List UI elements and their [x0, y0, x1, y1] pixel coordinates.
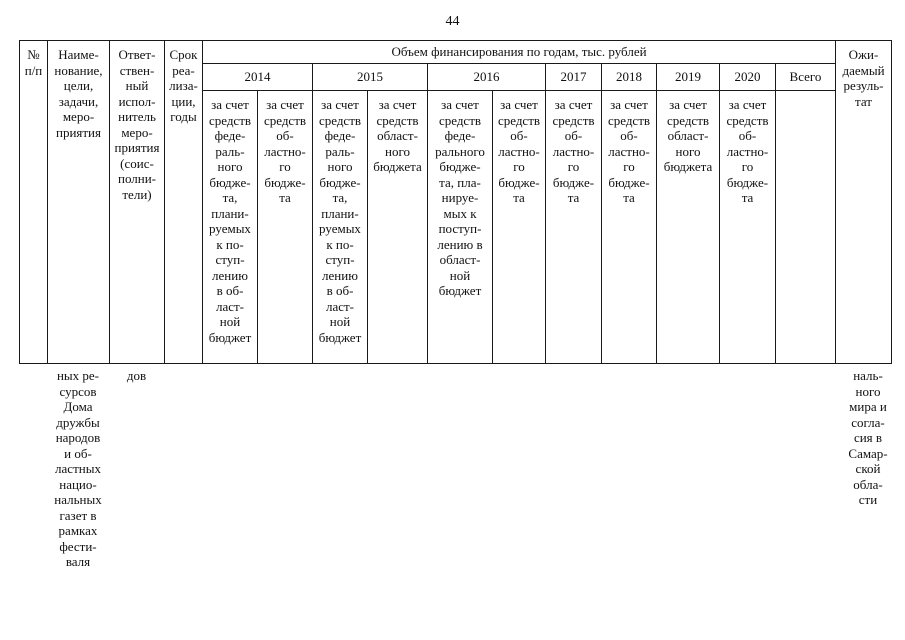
sub-2019-regional: за счет средств област- ного бюджета — [657, 91, 720, 364]
sub-2014-regional: за счет средств об- ластно- го бюдже- та — [258, 91, 313, 364]
continuation-responsible: дов — [126, 368, 147, 383]
header-name: Наиме- нование, цели, задачи, меро- приятия — [48, 41, 110, 364]
sub-2018-regional: за счет средств об- ластно- го бюдже- та — [602, 91, 657, 364]
header-responsible: Ответ- ствен- ный испол- нитель меро- приятия (соис- полни- тели) — [110, 41, 165, 364]
sub-2020-regional: за счет средств об- ластно- го бюдже- та — [720, 91, 776, 364]
funding-table-header — [19, 40, 892, 364]
header-num: № п/п — [20, 41, 48, 364]
year-2018: 2018 — [602, 64, 657, 91]
year-2019: 2019 — [657, 64, 720, 91]
continuation-result: наль- ного мира и согла- сия в Самар- ской обла- сти — [848, 368, 888, 507]
year-total: Всего — [776, 64, 836, 91]
header-term: Срок реа- лиза- ции, годы — [165, 41, 203, 364]
year-2016: 2016 — [428, 64, 546, 91]
year-2020: 2020 — [720, 64, 776, 91]
page-number: 44 — [445, 14, 460, 29]
year-2015: 2015 — [313, 64, 428, 91]
header-funding: Объем финансирования по годам, тыс. рублей — [203, 41, 836, 64]
sub-2015-federal: за счет средств феде- раль- ного бюдже- та, плани- руемых к по- ступ- лению в об- ласт- ной бюджет — [313, 91, 368, 364]
year-2017: 2017 — [546, 64, 602, 91]
sub-total — [776, 91, 836, 364]
continuation-name: ных ре- сурсов Дома дружбы народов и об- ластных нацио- нальных газет в рамках фести- валя — [54, 368, 102, 569]
year-2014: 2014 — [203, 64, 313, 91]
sub-2016-federal: за счет средств феде- рального бюдже- та, пла- нируе- мых к поступ- лению в област- ной бюджет — [428, 91, 493, 364]
sub-2014-federal: за счет средств феде- раль- ного бюдже- та, плани- руемых к по- ступ- лению в об- ласт- ной бюджет — [203, 91, 258, 364]
sub-2016-regional: за счет средств об- ластно- го бюдже- та — [493, 91, 546, 364]
sub-2015-regional: за счет средств област- ного бюджета — [368, 91, 428, 364]
header-result: Ожи- даемый резуль- тат — [836, 41, 892, 364]
sub-2017-regional: за счет средств об- ластно- го бюдже- та — [546, 91, 602, 364]
